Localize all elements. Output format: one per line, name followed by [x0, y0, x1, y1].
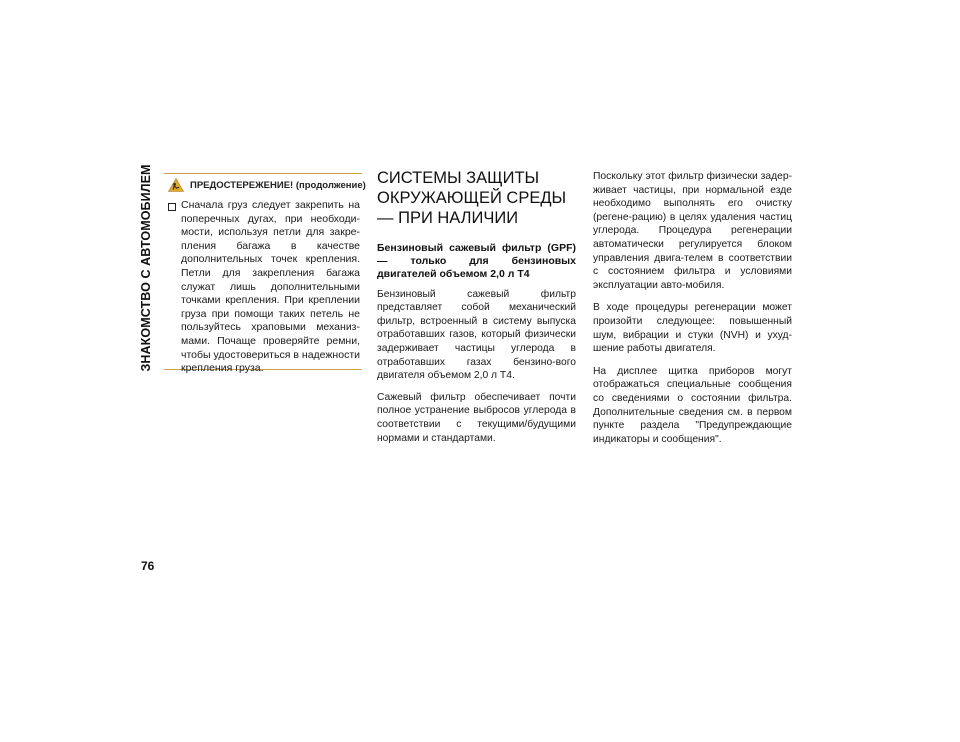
paragraph: На дисплее щитка приборов могут отображаться специальные сообщения со сведениями о состоянии фильтра. Дополнительные сведения см. в первом пункте раздела "Предупреждающие индикаторы и сообщения". [593, 365, 792, 445]
warning-item-text: Сначала груз следует закрепить на поперечных дугах, при необходи-мости, используя петли для закре-пления багажа в качестве дополнительных точек крепления. Петли для закрепления багажа служат лишь дополнительными точками крепления. При креплении груза при помощи таких петель не пользуйтесь храповыми механиз-мами. Почаще проверяйте ремни, чтобы удостовериться в надежности крепления груза. [181, 199, 360, 375]
warning-box [164, 173, 366, 375]
paragraph: Сажевый фильтр обеспечивает почти полное устранение выбросов углерода в соответствии с текущими/будущими нормами и стандартами. [377, 391, 576, 444]
chapter-side-tab [136, 162, 156, 374]
warning-triangle-icon [168, 178, 184, 192]
warning-title: ПРЕДОСТЕРЕЖЕНИЕ! (продолжение) [190, 179, 366, 191]
paragraph: Бензиновый сажевый фильтр представляет собой механический фильтр, встроенный в систему выпуска отработавших газов, который физически задерживает частицы углерода в отработавших газах бензино-вого двигателя объемом 2,0 л T4. [377, 288, 576, 382]
subsection-heading: Бензиновый сажевый фильтр (GPF) — только для бензиновых двигателей объемом 2,0 л T4 [377, 242, 576, 281]
warning-list-item [164, 196, 362, 376]
right-column [593, 170, 792, 455]
section-title: СИСТЕМЫ ЗАЩИТЫ ОКРУЖАЮЩЕЙ СРЕДЫ — ПРИ НАЛИЧИИ [377, 169, 567, 227]
chapter-title: ЗНАКОМСТВО С АВТОМОБИЛЕМ [139, 164, 153, 372]
middle-column [377, 168, 576, 453]
paragraph: В ходе процедуры регенерации может произойти следующее: повышенный шум, вибрации и стуки (NVH) и ухуд-шение работы двигателя. [593, 302, 792, 355]
page-number: 76 [141, 559, 155, 573]
checkbox-bullet-icon [168, 203, 176, 211]
warning-header [164, 174, 366, 196]
paragraph: Поскольку этот фильтр физически задер-живает частицы, при нормальной езде необходимо выполнять его очистку (регене-рацию) в целях удаления частиц углерода. Процедура регенерации автоматически регулируется блоком управления двига-телем в соответствии с состоянием фильтра и условиями эксплуатации авто-мобиля. [593, 171, 792, 291]
